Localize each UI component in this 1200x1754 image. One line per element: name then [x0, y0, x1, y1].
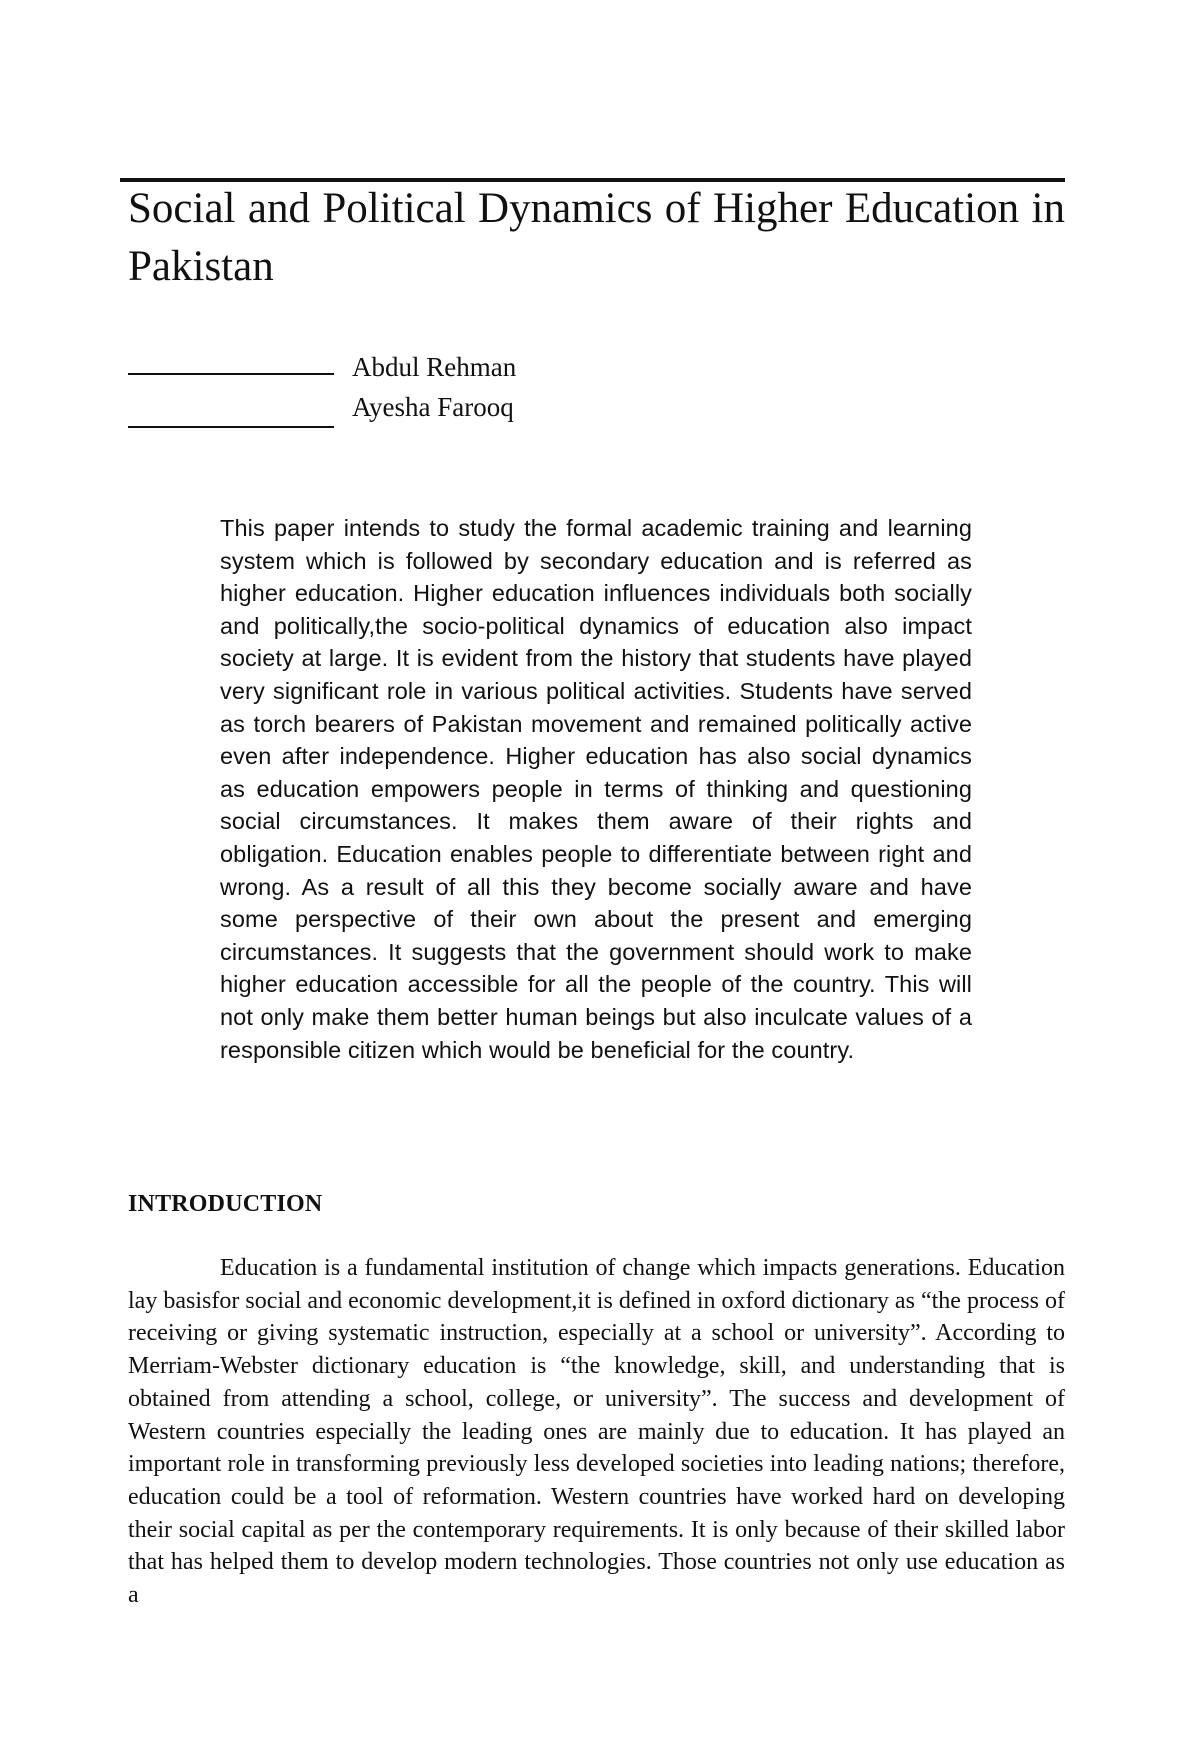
- author-entry: [128, 350, 628, 390]
- abstract-paragraph: This paper intends to study the formal academic training and learning system which is followed by secondary education and is referred as higher education. Higher education influences individuals both socially and politically,the socio-political dynamics of education also impact society at large. It is evident from the history that students have played very significant role in various political activities. Students have served as torch bearers of Pakistan movement and remained politically active even after independence. Higher education has also social dynamics as education empowers people in terms of thinking and questioning social circumstances. It makes them aware of their rights and obligation. Education enables people to differentiate between right and wrong. As a result of all this they become socially aware and have some perspective of their own about the present and emerging circumstances. It suggests that the government should work to make higher education accessible for all the people of the country. This will not only make them better human beings but also inculcate values of a responsible citizen which would be beneficial for the country.: [220, 515, 972, 1063]
- author-rule: [128, 426, 334, 428]
- author-name: Ayesha Farooq: [352, 392, 514, 422]
- author-rule: [128, 373, 334, 375]
- paper-title: Social and Political Dynamics of Higher Education in Pakistan: [128, 185, 1065, 290]
- introduction-paragraph: Education is a fundamental institution of change which impacts generations. Education lay basisfor social and economic development,it is defined in oxford dictionary as “the process of receiving or giving systematic instruction, especially at a school or university”. According to Merriam-Webster dictionary education is “the knowledge, skill, and understanding that is obtained from attending a school, college, or university”. The success and development of Western countries especially the leading ones are mainly due to education. It has played an important role in transforming previously less developed societies into leading nations; therefore, education could be a tool of reformation. Western countries have worked hard on developing their social capital as per the contemporary requirements. It is only because of their skilled labor that has helped them to develop modern technologies. Those countries not only use education as a: [128, 1255, 1065, 1609]
- author-entry: [128, 390, 628, 430]
- author-list: [128, 350, 628, 430]
- section-heading-introduction: INTRODUCTION: [128, 1191, 323, 1217]
- author-name: Abdul Rehman: [352, 352, 517, 382]
